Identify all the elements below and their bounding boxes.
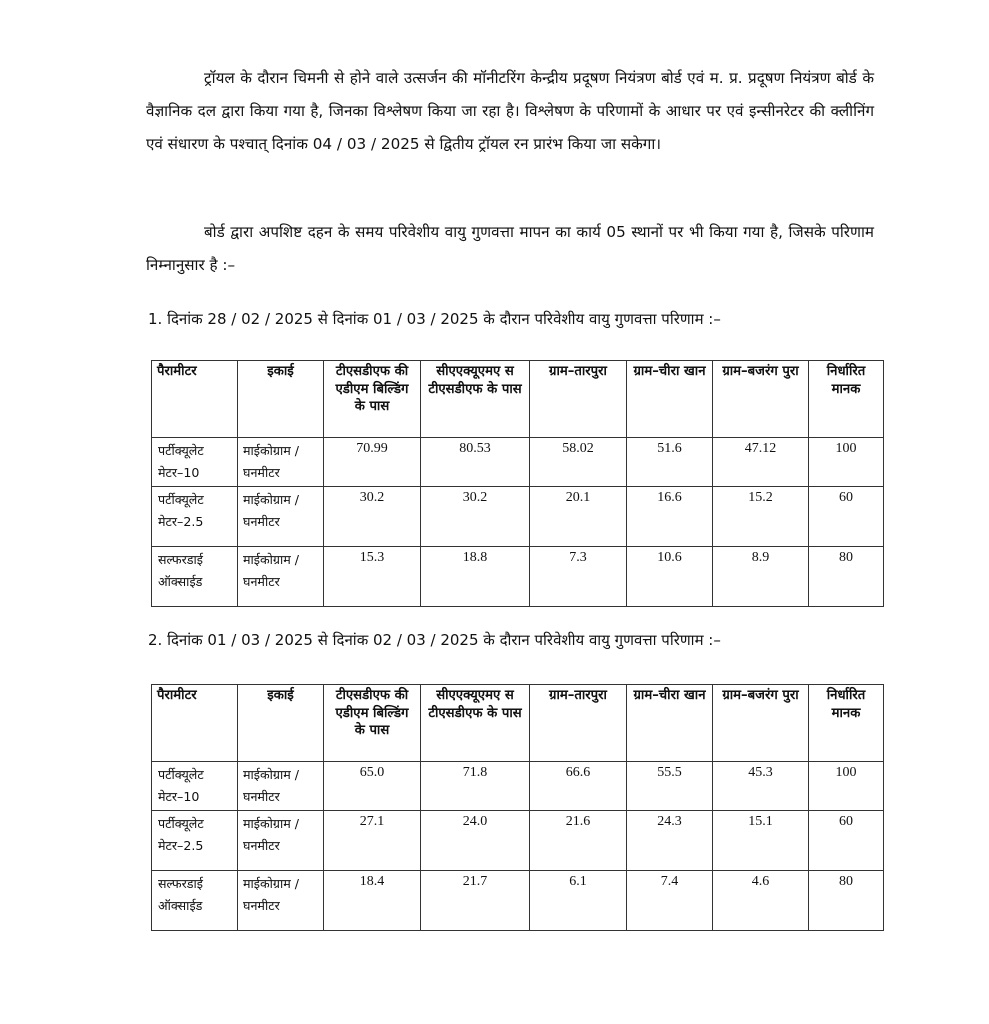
table-1-heading: 1. दिनांक 28 / 02 / 2025 से दिनांक 01 / 03 / 2025 के दौरान परिवेशीय वायु गुणवत्ता परिणाम :– <box>148 310 721 328</box>
value-cell: 7.4 <box>627 871 713 931</box>
header-caaqms-tsdf: सीएएक्यूएमए स टीएसडीएफ के पास <box>421 361 530 438</box>
header-bajrang-pura: ग्राम–बजरंग पुरा <box>713 361 809 438</box>
value-cell: 18.4 <box>324 871 421 931</box>
value-cell: 16.6 <box>627 487 713 547</box>
table-row <box>152 487 884 547</box>
standard-cell: 100 <box>809 762 884 811</box>
air-quality-table-1 <box>151 360 884 607</box>
unit-cell: माईकोग्राम / घनमीटर <box>238 438 324 487</box>
value-cell: 80.53 <box>421 438 530 487</box>
unit-cell: माईकोग्राम / घनमीटर <box>238 811 324 871</box>
header-caaqms-tsdf: सीएएक्यूएमए स टीएसडीएफ के पास <box>421 685 530 762</box>
value-cell: 30.2 <box>421 487 530 547</box>
standard-cell: 80 <box>809 547 884 607</box>
value-cell: 24.3 <box>627 811 713 871</box>
value-cell: 24.0 <box>421 811 530 871</box>
unit-cell: माईकोग्राम / घनमीटर <box>238 871 324 931</box>
header-tarpura: ग्राम–तारपुरा <box>530 361 627 438</box>
paragraph-trial-monitoring: ट्रॉयल के दौरान चिमनी से होने वाले उत्सर्जन की मॉनीटरिंग केन्द्रीय प्रदूषण नियंत्रण बोर्ड एवं म. प्र. प्रदूषण नियंत्रण बोर्ड के वैज्ञानिक दल द्वारा किया गया है, जिनका विश्लेषण किया जा रहा है। विश्लेषण के परिणामों के आधार पर एवं इन्सीनरेटर की क्लीनिंग एवं संधारण के पश्चात् दिनांक 04 / 03 / 2025 से द्वितीय ट्रॉयल रन प्रारंभ किया जा सकेगा। <box>146 69 874 153</box>
value-cell: 18.8 <box>421 547 530 607</box>
header-unit: इकाई <box>238 361 324 438</box>
header-standard: निर्धारित मानक <box>809 685 884 762</box>
value-cell: 15.3 <box>324 547 421 607</box>
header-standard: निर्धारित मानक <box>809 361 884 438</box>
table-row <box>152 438 884 487</box>
value-cell: 15.2 <box>713 487 809 547</box>
value-cell: 58.02 <box>530 438 627 487</box>
value-cell: 8.9 <box>713 547 809 607</box>
standard-cell: 100 <box>809 438 884 487</box>
table-row <box>152 871 884 931</box>
standard-cell: 60 <box>809 487 884 547</box>
unit-cell: माईकोग्राम / घनमीटर <box>238 762 324 811</box>
header-chira-khan: ग्राम–चीरा खान <box>627 361 713 438</box>
value-cell: 21.7 <box>421 871 530 931</box>
value-cell: 4.6 <box>713 871 809 931</box>
unit-cell: माईकोग्राम / घनमीटर <box>238 547 324 607</box>
header-parameter: पैरामीटर <box>152 361 238 438</box>
table-header-row <box>152 361 884 438</box>
paragraph-air-quality-intro: बोर्ड द्वारा अपशिष्ट दहन के समय परिवेशीय वायु गुणवत्ता मापन का कार्य 05 स्थानों पर भी किया गया है, जिसके परिणाम निम्नानुसार है :– <box>146 223 874 274</box>
table-header-row <box>152 685 884 762</box>
value-cell: 65.0 <box>324 762 421 811</box>
value-cell: 21.6 <box>530 811 627 871</box>
air-quality-table-2 <box>151 684 884 931</box>
value-cell: 66.6 <box>530 762 627 811</box>
value-cell: 55.5 <box>627 762 713 811</box>
parameter-cell: पर्टीक्यूलेट मेटर–10 <box>152 438 238 487</box>
header-bajrang-pura: ग्राम–बजरंग पुरा <box>713 685 809 762</box>
value-cell: 51.6 <box>627 438 713 487</box>
standard-cell: 80 <box>809 871 884 931</box>
value-cell: 7.3 <box>530 547 627 607</box>
value-cell: 15.1 <box>713 811 809 871</box>
table-row <box>152 547 884 607</box>
unit-cell: माईकोग्राम / घनमीटर <box>238 487 324 547</box>
parameter-cell: पर्टीक्यूलेट मेटर–2.5 <box>152 811 238 871</box>
table-row <box>152 811 884 871</box>
standard-cell: 60 <box>809 811 884 871</box>
value-cell: 6.1 <box>530 871 627 931</box>
value-cell: 20.1 <box>530 487 627 547</box>
value-cell: 45.3 <box>713 762 809 811</box>
header-tsdf-adm-building: टीएसडीएफ की एडीएम बिल्डिंग के पास <box>324 361 421 438</box>
value-cell: 10.6 <box>627 547 713 607</box>
header-parameter: पैरामीटर <box>152 685 238 762</box>
header-tsdf-adm-building: टीएसडीएफ की एडीएम बिल्डिंग के पास <box>324 685 421 762</box>
parameter-cell: पर्टीक्यूलेट मेटर–2.5 <box>152 487 238 547</box>
header-chira-khan: ग्राम–चीरा खान <box>627 685 713 762</box>
table-row <box>152 762 884 811</box>
parameter-cell: सल्फरडाई ऑक्साईड <box>152 547 238 607</box>
table-2-heading: 2. दिनांक 01 / 03 / 2025 से दिनांक 02 / 03 / 2025 के दौरान परिवेशीय वायु गुणवत्ता परिणाम :– <box>148 631 721 649</box>
header-unit: इकाई <box>238 685 324 762</box>
value-cell: 30.2 <box>324 487 421 547</box>
value-cell: 71.8 <box>421 762 530 811</box>
value-cell: 70.99 <box>324 438 421 487</box>
value-cell: 27.1 <box>324 811 421 871</box>
header-tarpura: ग्राम–तारपुरा <box>530 685 627 762</box>
parameter-cell: सल्फरडाई ऑक्साईड <box>152 871 238 931</box>
parameter-cell: पर्टीक्यूलेट मेटर–10 <box>152 762 238 811</box>
value-cell: 47.12 <box>713 438 809 487</box>
